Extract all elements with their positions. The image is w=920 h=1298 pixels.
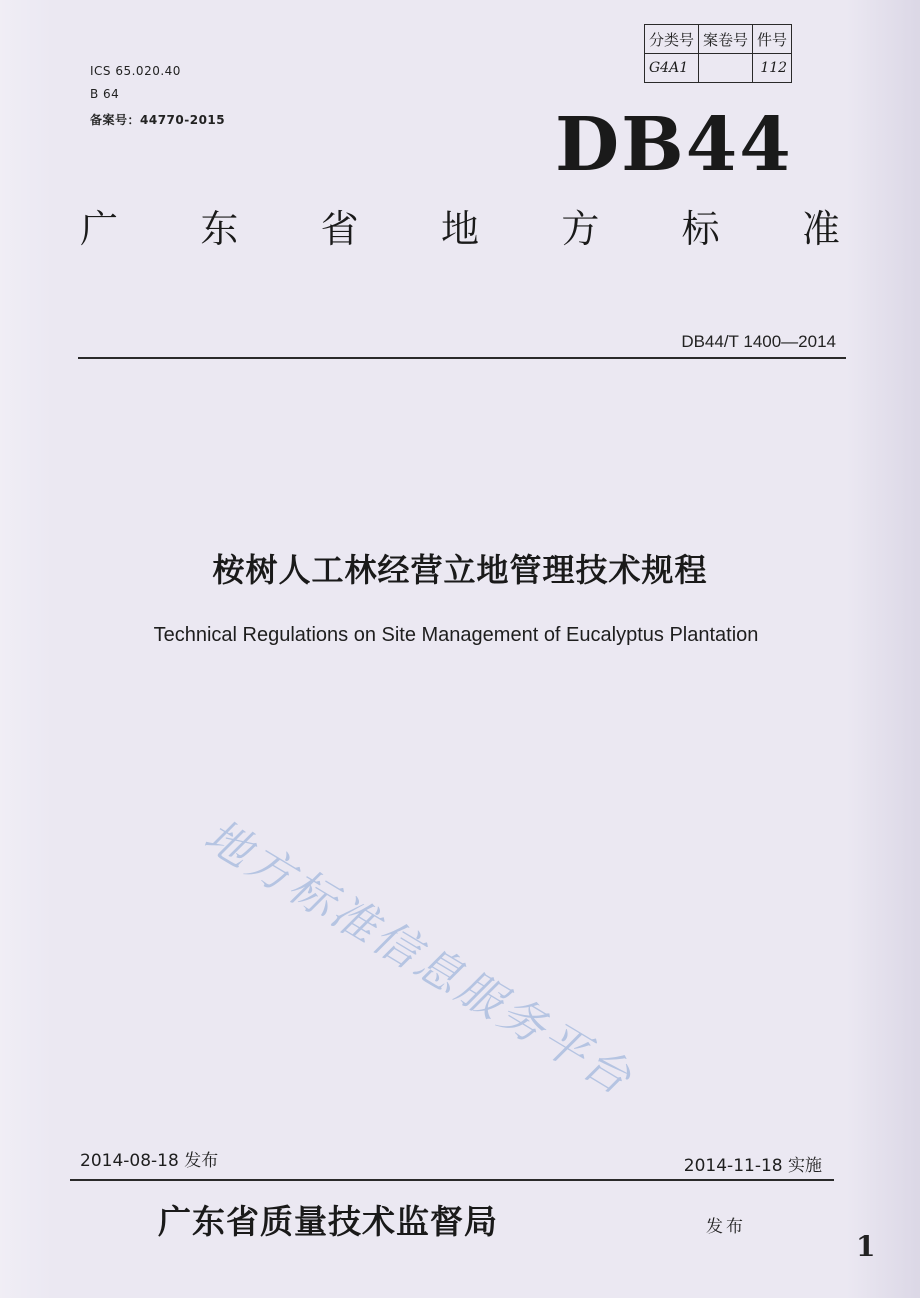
archive-header-row	[645, 25, 792, 54]
archive-box	[644, 24, 792, 83]
archive-header-file: 案卷号	[699, 25, 753, 54]
header-divider	[78, 357, 846, 359]
footer-divider	[70, 1179, 834, 1181]
standard-type-char: 准	[801, 207, 840, 251]
archive-header-item: 件号	[753, 25, 792, 54]
registration-number: 备案号：44770-2015	[90, 113, 226, 127]
archive-value-item: 112	[753, 54, 792, 83]
document-title-cn: 桉树人工林经营立地管理技术规程	[212, 551, 708, 589]
standard-type-char: 广	[80, 207, 119, 251]
archive-header-category: 分类号	[645, 25, 699, 54]
standard-type-char: 省	[320, 207, 359, 251]
standard-type-char: 方	[561, 207, 600, 251]
document-title-en: Technical Regulations on Site Management of Eucalyptus Plantation	[153, 624, 759, 646]
archive-value-file	[699, 54, 753, 83]
implementation-date: 2014-11-18 实施	[683, 1156, 822, 1176]
standard-type-char: 标	[681, 207, 720, 251]
archive-value-row	[645, 54, 792, 83]
standard-type-char: 东	[200, 207, 239, 251]
issue-date: 2014-08-18 发布	[80, 1151, 219, 1171]
issuing-authority: 广东省质量技术监督局	[158, 1202, 498, 1241]
ics-code: ICS 65.020.40	[90, 64, 181, 78]
standard-type-char: 地	[440, 207, 479, 251]
archive-value-category: G4A1	[645, 54, 699, 83]
page-number: 1	[856, 1230, 876, 1263]
standard-number: DB44/T 1400—2014	[681, 332, 836, 351]
standard-type	[80, 207, 840, 251]
issuer-suffix: 发布	[706, 1217, 746, 1237]
watermark-stamp: 地方标准信息服务平台	[195, 808, 643, 1107]
ccs-code: B 64	[90, 87, 120, 101]
standard-code: DB44	[555, 102, 793, 188]
